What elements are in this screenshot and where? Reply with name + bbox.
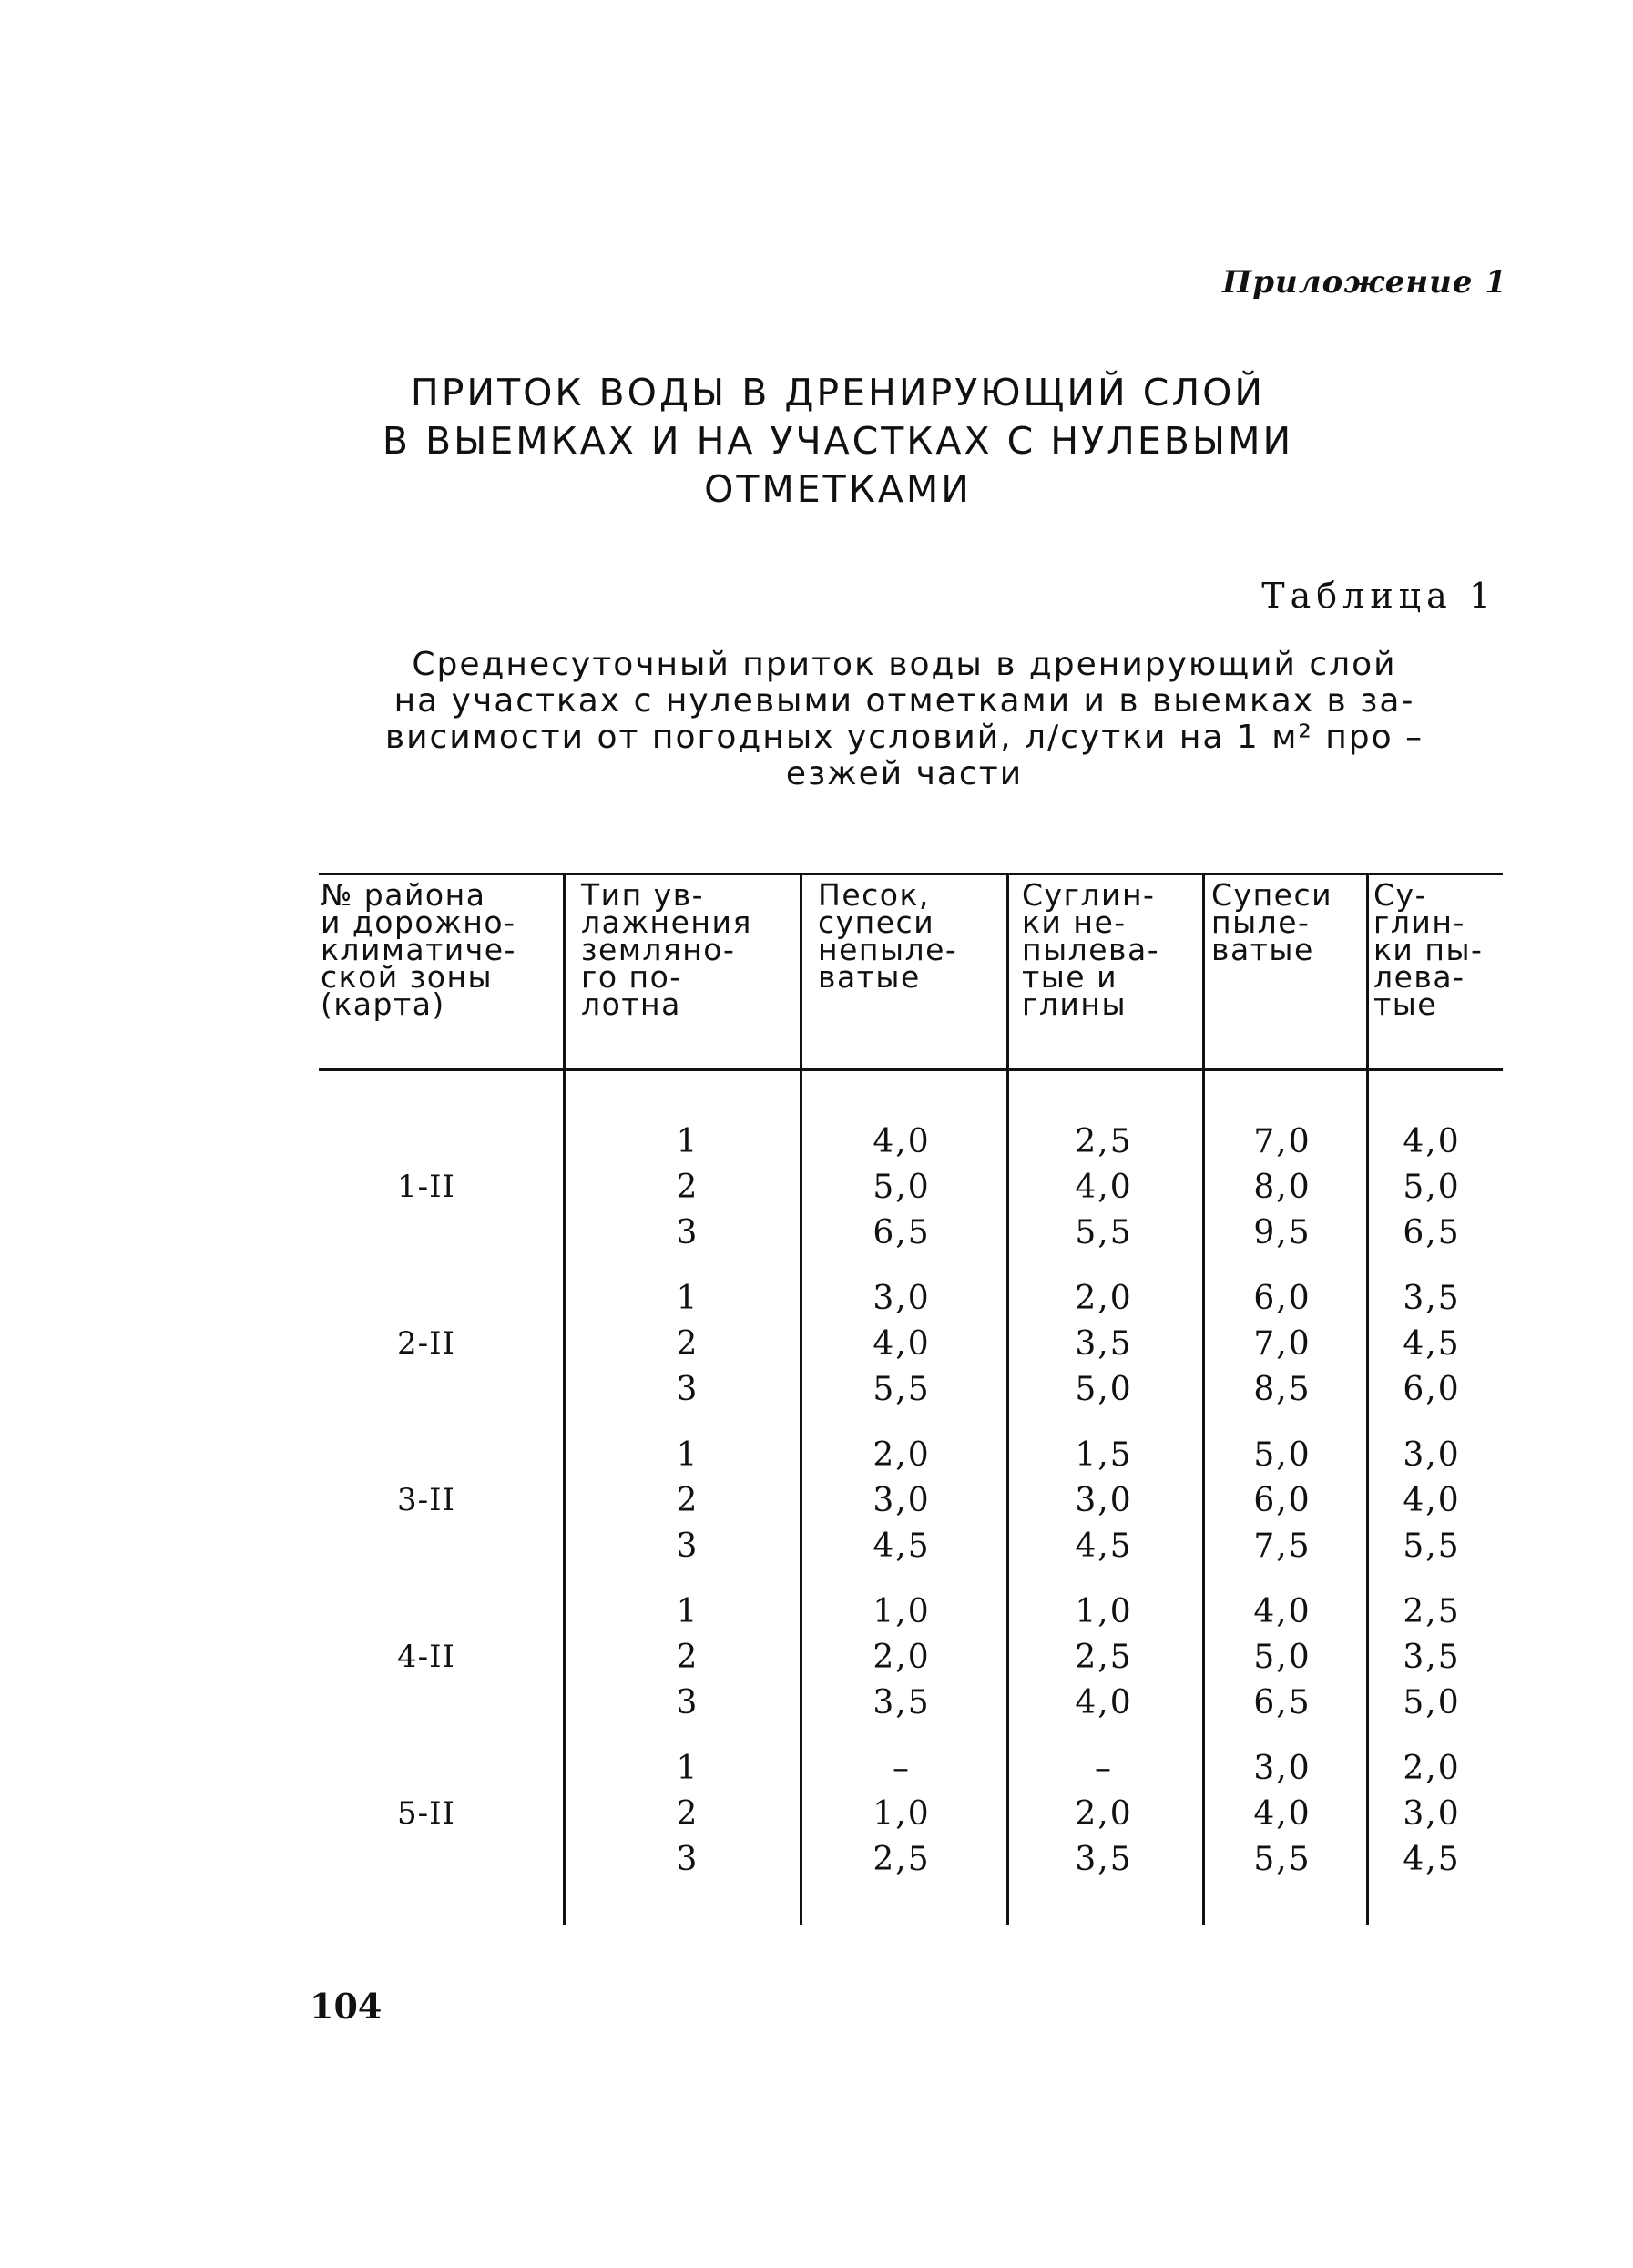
- column-divider: [1366, 873, 1369, 1925]
- inflow-value-cell: 4,0: [873, 1123, 931, 1160]
- moisture-type-cell: 2: [676, 1325, 699, 1363]
- inflow-value-cell: 7,0: [1253, 1325, 1312, 1363]
- inflow-value-cell: 5,0: [1253, 1639, 1312, 1676]
- inflow-value-cell: 4,0: [1403, 1123, 1461, 1160]
- zone-label: 1-II: [397, 1169, 455, 1205]
- appendix-label: Приложение 1: [1222, 264, 1507, 301]
- moisture-type-cell: 1: [676, 1280, 699, 1317]
- caption-line: Среднесуточный приток воды в дренирующий слой: [412, 646, 1397, 683]
- inflow-value-cell: 3,0: [1075, 1482, 1133, 1519]
- inflow-value-cell: 4,0: [873, 1325, 931, 1363]
- inflow-value-cell: 1,5: [1075, 1436, 1133, 1474]
- inflow-value-cell: 5,5: [1075, 1214, 1133, 1251]
- inflow-value-cell: 5,5: [1403, 1527, 1461, 1565]
- inflow-value-cell: 5,0: [1253, 1436, 1312, 1474]
- column-divider: [1006, 873, 1009, 1925]
- title-line: В ВЫЕМКАХ И НА УЧАСТКАХ С НУЛЕВЫМИ: [382, 419, 1294, 463]
- caption-line: висимости от погодных условий, л/сутки на 1 м² про –: [384, 719, 1424, 756]
- inflow-value-cell: 6,0: [1253, 1280, 1312, 1317]
- inflow-value-cell: 6,0: [1403, 1371, 1461, 1408]
- document-title: [301, 369, 1375, 514]
- inflow-value-cell: 3,5: [873, 1684, 931, 1721]
- inflow-value-cell: 7,0: [1253, 1123, 1312, 1160]
- zone-label: 5-II: [397, 1795, 455, 1832]
- inflow-value-cell: 3,0: [1253, 1750, 1312, 1787]
- inflow-value-cell: 2,0: [873, 1436, 931, 1474]
- caption-line: езжей части: [785, 755, 1024, 792]
- table-caption: [317, 647, 1492, 792]
- inflow-value-cell: 3,0: [1403, 1436, 1461, 1474]
- inflow-value-cell: 4,0: [1253, 1795, 1312, 1833]
- inflow-value-cell: 6,0: [1253, 1482, 1312, 1519]
- moisture-type-cell: 3: [676, 1684, 699, 1721]
- inflow-value-cell: 1,0: [873, 1795, 931, 1833]
- inflow-value-cell: 5,5: [1253, 1841, 1312, 1878]
- moisture-type-cell: 3: [676, 1527, 699, 1565]
- moisture-type-cell: 1: [676, 1593, 699, 1630]
- inflow-value-cell: 5,0: [1403, 1684, 1461, 1721]
- inflow-value-cell: 4,5: [1075, 1527, 1133, 1565]
- inflow-value-cell: 4,5: [1403, 1841, 1461, 1878]
- moisture-type-cell: 3: [676, 1214, 699, 1251]
- moisture-type-cell: 3: [676, 1371, 699, 1408]
- inflow-value-cell: 1,0: [1075, 1593, 1133, 1630]
- inflow-value-cell: 4,5: [1403, 1325, 1461, 1363]
- zone-label: 2-II: [397, 1325, 455, 1362]
- inflow-value-cell: 2,0: [873, 1639, 931, 1676]
- inflow-value-cell: 2,5: [1075, 1123, 1133, 1160]
- moisture-type-cell: 1: [676, 1436, 699, 1474]
- inflow-value-cell: 1,0: [873, 1593, 931, 1630]
- inflow-value-cell: 4,0: [1075, 1169, 1133, 1206]
- inflow-value-cell: 3,0: [1403, 1795, 1461, 1833]
- inflow-value-cell: 3,0: [873, 1482, 931, 1519]
- header-zone: № района и дорожно- климатиче- ской зоны (карта): [321, 877, 516, 1022]
- moisture-type-cell: 2: [676, 1795, 699, 1833]
- inflow-value-cell: 6,5: [873, 1214, 931, 1251]
- page-number: 104: [310, 1986, 383, 2027]
- header-loam-clay: Суглин- ки не- пылева- тые и глины: [1022, 877, 1160, 1022]
- column-divider: [800, 873, 802, 1925]
- title-line: ОТМЕТКАМИ: [704, 467, 972, 511]
- inflow-value-cell: 5,0: [1403, 1169, 1461, 1206]
- zone-label: 3-II: [397, 1482, 455, 1518]
- moisture-type-cell: 3: [676, 1841, 699, 1878]
- table-top-rule: [319, 873, 1503, 875]
- column-divider: [563, 873, 566, 1925]
- header-silty-sandy-loam: Супеси пыле- ватые: [1211, 877, 1333, 967]
- inflow-value-cell: 2,0: [1403, 1750, 1461, 1787]
- inflow-value-cell: 3,5: [1075, 1841, 1133, 1878]
- caption-line: на участках с нулевыми отметками и в выемках в за-: [393, 682, 1415, 720]
- inflow-value-cell: 3,5: [1075, 1325, 1133, 1363]
- inflow-value-cell: 6,5: [1253, 1684, 1312, 1721]
- inflow-value-cell: 3,0: [873, 1280, 931, 1317]
- inflow-value-cell: –: [1095, 1750, 1113, 1787]
- inflow-value-cell: 2,5: [1075, 1639, 1133, 1676]
- moisture-type-cell: 1: [676, 1123, 699, 1160]
- header-bottom-rule: [319, 1068, 1503, 1071]
- inflow-value-cell: 8,5: [1253, 1371, 1312, 1408]
- inflow-value-cell: 4,0: [1253, 1593, 1312, 1630]
- table-number: Таблица 1: [1261, 576, 1496, 616]
- inflow-value-cell: 6,5: [1403, 1214, 1461, 1251]
- inflow-value-cell: 2,0: [1075, 1280, 1133, 1317]
- inflow-value-cell: –: [893, 1750, 911, 1787]
- inflow-value-cell: 2,0: [1075, 1795, 1133, 1833]
- inflow-value-cell: 4,5: [873, 1527, 931, 1565]
- inflow-value-cell: 7,5: [1253, 1527, 1312, 1565]
- moisture-type-cell: 2: [676, 1169, 699, 1206]
- header-silty-loam: Су- глин- ки пы- лева- тые: [1373, 877, 1484, 1022]
- moisture-type-cell: 2: [676, 1482, 699, 1519]
- inflow-value-cell: 2,5: [873, 1841, 931, 1878]
- inflow-value-cell: 3,5: [1403, 1280, 1461, 1317]
- inflow-value-cell: 3,5: [1403, 1639, 1461, 1676]
- inflow-value-cell: 5,0: [873, 1169, 931, 1206]
- column-divider: [1202, 873, 1205, 1925]
- inflow-value-cell: 4,0: [1403, 1482, 1461, 1519]
- header-sand: Песок, супеси непыле- ватые: [818, 877, 958, 995]
- inflow-value-cell: 5,0: [1075, 1371, 1133, 1408]
- moisture-type-cell: 2: [676, 1639, 699, 1676]
- title-line: ПРИТОК ВОДЫ В ДРЕНИРУЮЩИЙ СЛОЙ: [410, 371, 1266, 414]
- header-moisture-type: Тип ув- лажнения земляно- го по- лотна: [581, 877, 752, 1022]
- inflow-value-cell: 5,5: [873, 1371, 931, 1408]
- inflow-value-cell: 8,0: [1253, 1169, 1312, 1206]
- zone-label: 4-II: [397, 1639, 455, 1675]
- inflow-table: [319, 873, 1503, 1925]
- inflow-value-cell: 2,5: [1403, 1593, 1461, 1630]
- inflow-value-cell: 4,0: [1075, 1684, 1133, 1721]
- moisture-type-cell: 1: [676, 1750, 699, 1787]
- inflow-value-cell: 9,5: [1253, 1214, 1312, 1251]
